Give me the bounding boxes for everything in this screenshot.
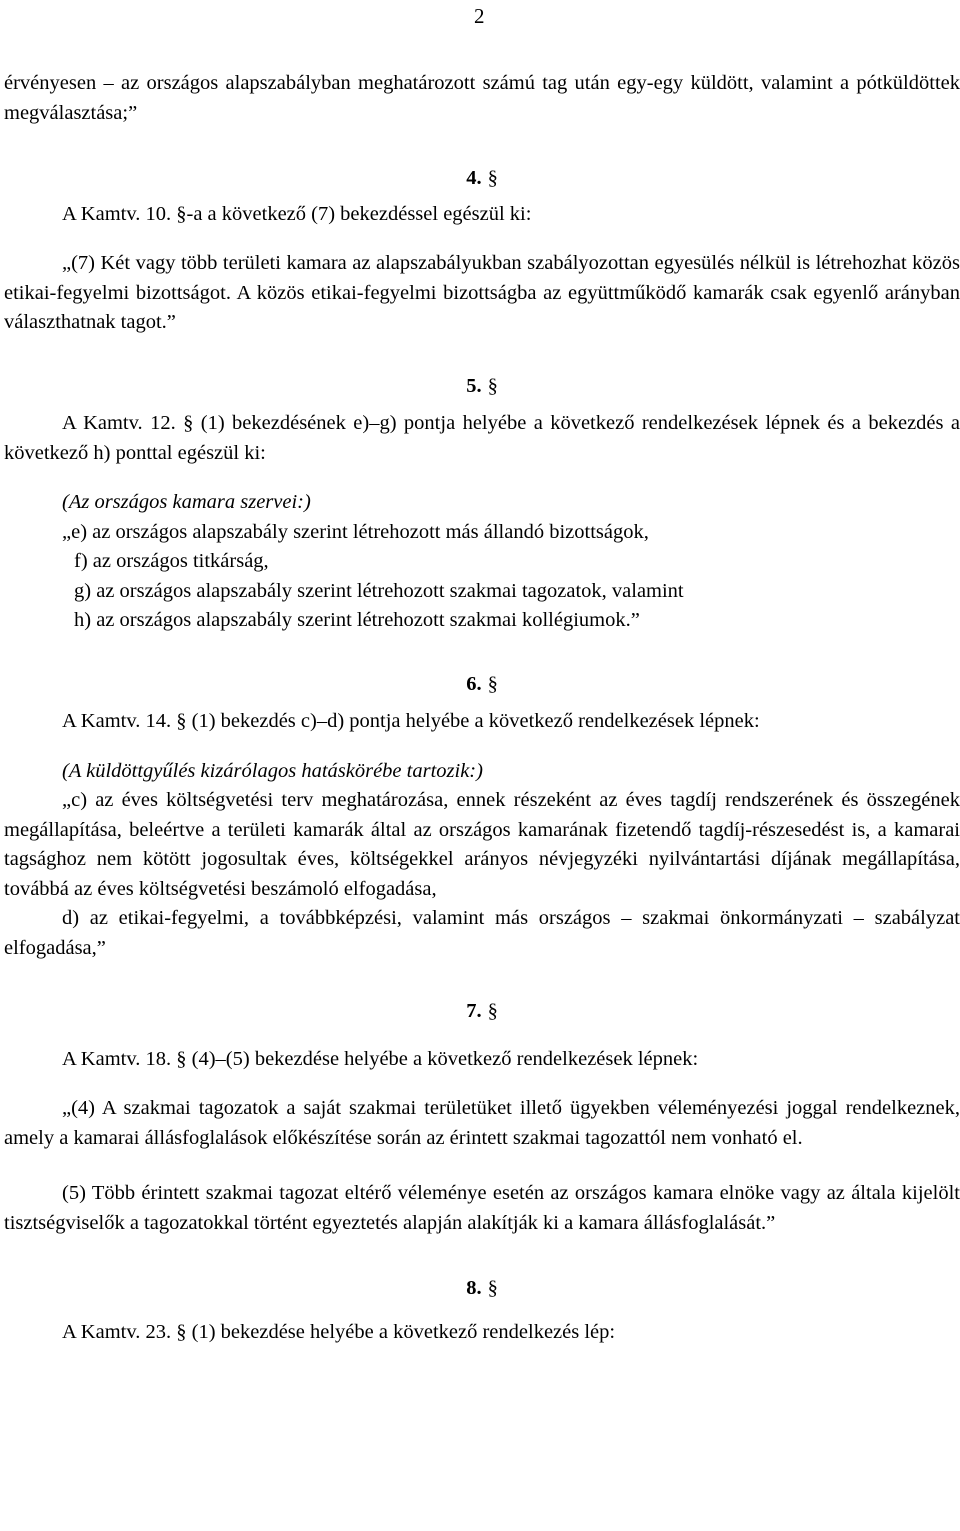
section-4-lead: A Kamtv. 10. §-a a következő (7) bekezdéssel egészül ki: xyxy=(62,202,532,225)
section-heading-5: 5. § xyxy=(466,374,498,397)
document-body xyxy=(4,69,960,1347)
page-number: 2 xyxy=(474,4,485,28)
section-6-intro: (A küldöttgyűlés kizárólagos hatáskörébe tartozik:) xyxy=(62,759,483,782)
section-4-text: „(7) Két vagy több területi kamara az alapszabályukban szabályozottan egyesülés nélkül is létrehozhat közös etikai-fegyelmi bizottságot. A közös etikai-fegyelmi bizottságba az együttműködő kamarák csak egyenlő arányban választhatnak tagot.” xyxy=(4,252,960,333)
list-item: f) az országos titkárság, xyxy=(74,550,269,572)
section-6-point-c: „c) az éves költségvetési terv meghatározása, ennek részeként az éves tagdíj rendszerének és összegének megállapítása, beleértve a területi kamarák által az országos kamarának fizetendő tagdíj-részesedést is, a kamarai tagsághoz nem kötött jogosultak éves, költségekkel arányos névjegyzéki nyilvántartási díjának megállapítása, továbbá az éves költségvetési beszámoló elfogadása, xyxy=(4,789,960,900)
section-8-lead: A Kamtv. 23. § (1) bekezdése helyébe a következő rendelkezés lép: xyxy=(62,1320,616,1343)
section-heading-4: 4. § xyxy=(466,167,498,189)
section-6-lead: A Kamtv. 14. § (1) bekezdés c)–d) pontja helyébe a következő rendelkezések lépnek: xyxy=(62,710,760,732)
section-heading-8: 8. § xyxy=(466,1277,498,1299)
list-item: „e) az országos alapszabály szerint létrehozott más állandó bizottságok, xyxy=(62,520,649,543)
list-item: g) az országos alapszabály szerint létrehozott szakmai tagozatok, valamint xyxy=(74,579,684,602)
section-5-lead: A Kamtv. 12. § (1) bekezdésének e)–g) pontja helyébe a következő rendelkezések lépnek és a bekezdés a következő h) ponttal egészül ki: xyxy=(4,412,960,464)
section-7-lead: A Kamtv. 18. § (4)–(5) bekezdése helyébe a következő rendelkezések lépnek: xyxy=(62,1047,699,1070)
section-7-paragraph-4: „(4) A szakmai tagozatok a saját szakmai területüket illető ügyekben véleményezési joggal rendelkeznek, amely a kamarai állásfoglalások előkészítése során az érintett szakmai tagozattól nem vonható el. xyxy=(4,1097,960,1149)
section-7-paragraph-5: (5) Több érintett szakmai tagozat eltérő véleménye esetén az országos kamara elnöke vagy az általa kijelölt tisztségviselők a tagozatokkal történt egyeztetés alapján alakítják ki a kamara állásfoglalását.” xyxy=(4,1182,960,1234)
section-heading-7: 7. § xyxy=(466,1000,498,1022)
section-heading-6: 6. § xyxy=(466,672,498,695)
section-5-intro: (Az országos kamara szervei:) xyxy=(62,491,311,513)
paragraph-continuation: érvényesen – az országos alapszabályban meghatározott számú tag után egy-egy küldött, valamint a pótküldöttek megválasztása;” xyxy=(4,72,960,124)
list-item: h) az országos alapszabály szerint létrehozott szakmai kollégiumok.” xyxy=(74,609,640,631)
section-6-point-d: d) az etikai-fegyelmi, a továbbképzési, valamint más országos – szakmai önkormányzati – szabályzat elfogadása,” xyxy=(4,907,960,959)
section-5-list xyxy=(4,518,960,636)
